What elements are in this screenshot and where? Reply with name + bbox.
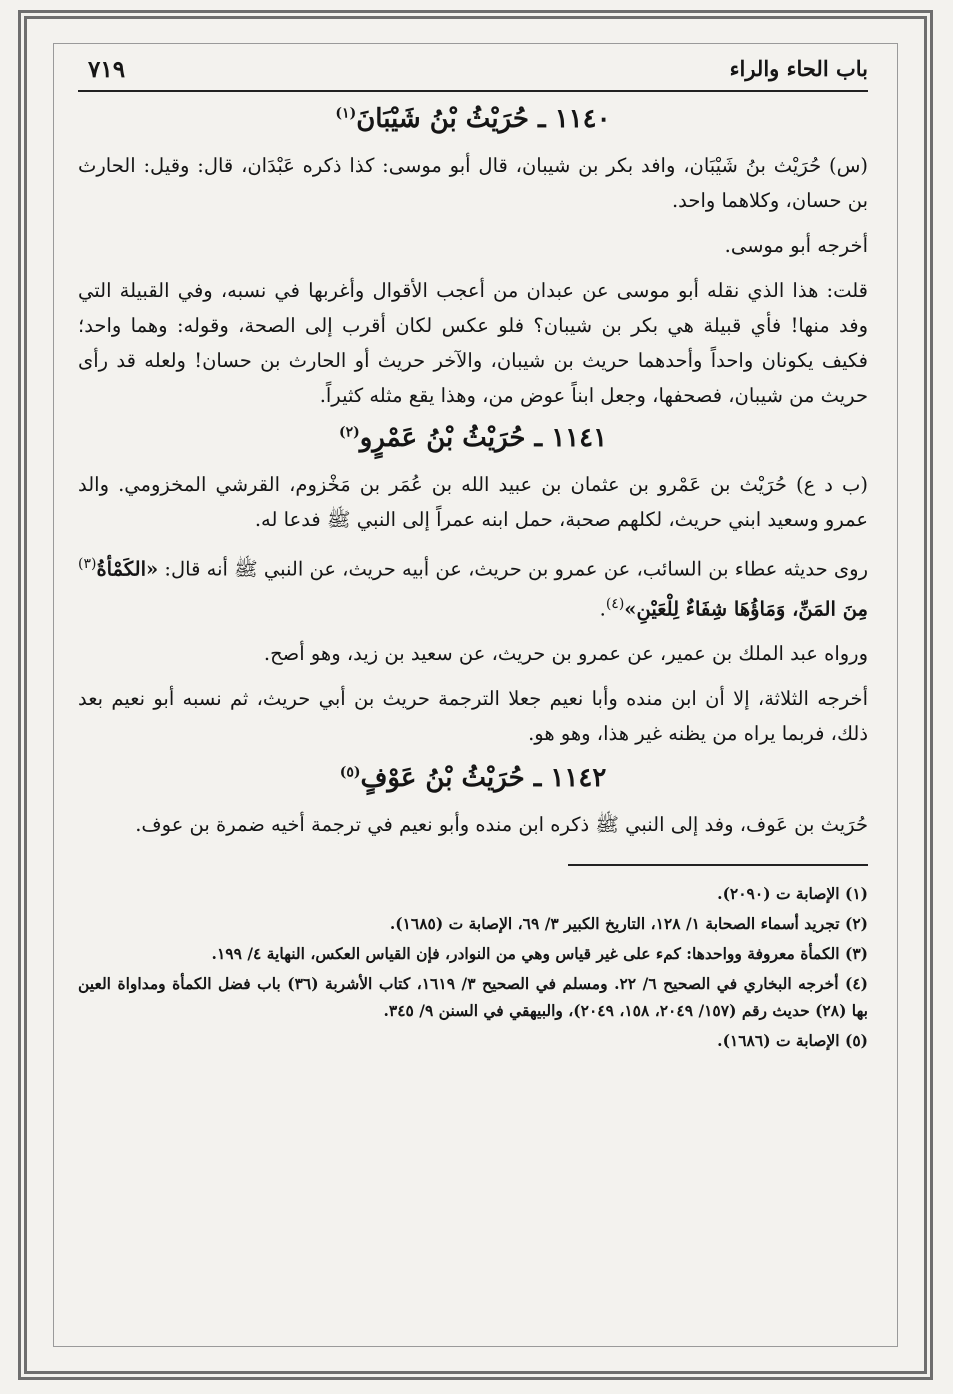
- page-header: [78, 56, 868, 92]
- entry-title-text: ١١٤٢ ـ حُرَيْثُ بْنُ عَوْفٍ: [360, 763, 607, 793]
- entry-paragraph: (س) حُرَيْث بنُ شَيْبَان، وافد بكر بن شيبان، قال أبو موسى: كذا ذكره عَبْدَان، قال: وقيل: الحارث بن حسان، وكلاهما واحد.: [78, 154, 868, 212]
- footnote: (١) الإصابة ت (٢٠٩٠).: [717, 884, 868, 903]
- entry-paragraph: أخرجه أبو موسى.: [724, 234, 868, 257]
- hadith-intro: روى حديثه عطاء بن السائب، عن عمرو بن حريث، عن أبيه حريث، عن النبي ﷺ أنه قال:: [158, 557, 868, 581]
- entry-title-1142: [78, 763, 868, 793]
- entry-title-1140: [78, 104, 868, 134]
- page-number: ٧١٩: [88, 56, 126, 83]
- page-content: [78, 56, 868, 1057]
- entry-paragraph: ورواه عبد الملك بن عمير، عن عمرو بن حريث، عن سعيد بن زيد، وهو أصح.: [263, 642, 868, 665]
- hadith-quote-rest: مِنَ المَنِّ، وَمَاؤُهَا شِفَاءٌ لِلْعَيْنِ»: [624, 597, 868, 620]
- footnote-separator: [568, 864, 868, 866]
- entry-paragraph: قلت: هذا الذي نقله أبو موسى عن عبدان من أعجب الأقوال وأغربها في نسبه، وفي القبيلة التي وفد منها! فأي قبيلة هي بكر بن شيبان؟ فلو عكس لكان أقرب إلى الصحة، وقوله: وهما واحد؛ فكيف يكونان واحداً وأحدهما حريث بن شيبان، والآخر حريث أو الحارث بن حسان! ولعله قد رأى حريث من شيبان، فصحفها، وجعل ابناً عوض من، وهذا يقع مثله كثيراً.: [78, 279, 868, 407]
- footnote-ref: (٤): [605, 595, 625, 612]
- running-title: باب الحاء والراء: [729, 56, 868, 81]
- footnote: (٥) الإصابة ت (١٦٨٦).: [717, 1031, 868, 1050]
- hadith-quote-open: «الكَمْأةُ: [96, 557, 159, 581]
- footnote: (٣) الكمأة معروفة وواحدها: كمء على غير قياس وهي من النوادر، فإن القياس العكس، النهاية ٤/ ١٩٩.: [211, 944, 868, 963]
- hadith-paragraph: [78, 547, 868, 626]
- footnote: (٤) أخرجه البخاري في الصحيح ٦/ ٢٢. ومسلم في الصحيح ٣/ ١٦١٩، كتاب الأشربة (٣٦) باب فضل الكمأة ومداواة العين بها (٢٨) حديث رقم (١٥٧/ ٢٠٤٩، ١٥٨، ٢٠٤٩)، والبيهقي في السنن ٩/ ٣٤٥.: [78, 974, 869, 1020]
- footnotes: [78, 880, 868, 1054]
- hadith-end: .: [599, 597, 606, 620]
- entry-paragraph: (ب د ع) حُرَيْث بن عَمْرو بن عثمان بن عبيد الله بن عُمَر بن مَخْزوم، القرشي المخزومي. والد عمرو وسعيد ابني حريث، لكلهم صحبة، حمل ابنه عمراً إلى النبي ﷺ فدعا له.: [78, 473, 868, 531]
- footnote-ref: (٥): [339, 764, 361, 781]
- footnote: (٢) تجريد أسماء الصحابة ١/ ١٢٨، التاريخ الكبير ٣/ ٦٩، الإصابة ت (١٦٨٥).: [389, 914, 868, 933]
- footnote-ref: (١): [335, 105, 357, 122]
- entry-title-1141: [78, 423, 868, 453]
- footnote-ref: (٢): [338, 424, 360, 441]
- entry-paragraph: أخرجه الثلاثة، إلا أن ابن منده وأبا نعيم جعلا الترجمة حريث بن أبي حريث، ثم نسبه أبو نعيم بعد ذلك، فربما يراه من يظنه غير هذا، وهو هو.: [78, 687, 868, 745]
- footnote-ref: (٣): [78, 556, 97, 572]
- entry-title-text: ١١٤١ ـ حُرَيْثُ بْنُ عَمْرٍو: [359, 423, 608, 453]
- entry-paragraph: حُرَيث بن عَوف، وفد إلى النبي ﷺ ذكره ابن منده وأبو نعيم في ترجمة أخيه ضمرة بن عوف.: [135, 813, 868, 836]
- entry-title-text: ١١٤٠ ـ حُرَيْثُ بْنُ شَيْبَانَ: [356, 104, 611, 134]
